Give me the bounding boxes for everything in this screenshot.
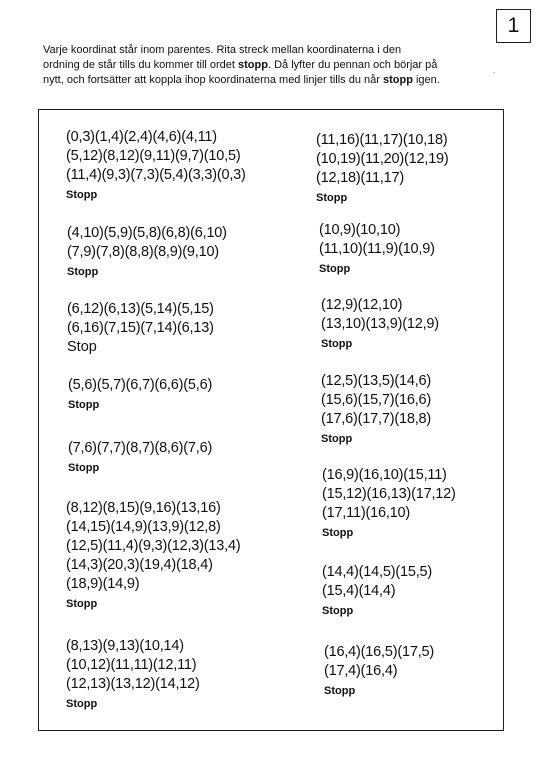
- coordinate-line: (7,9)(7,8)(8,8)(8,9)(9,10): [67, 244, 219, 260]
- instructions: [43, 43, 463, 88]
- left-group-4: [68, 376, 212, 413]
- right-group-1: [316, 131, 449, 206]
- coordinate-line: (6,16)(7,15)(7,14)(6,13): [67, 320, 214, 336]
- instructions-line-3-start: nytt, och fortsätter att koppla ihop koordinaterna med linjer tills du når: [43, 74, 383, 86]
- instructions-stopp-keyword: stopp: [382, 74, 413, 86]
- right-group-4: [321, 372, 431, 447]
- coordinate-line: (18,9)(14,9): [66, 576, 140, 592]
- margin-mark: .: [493, 66, 496, 75]
- coordinate-line: (12,18)(11,17): [316, 170, 405, 186]
- stop-label: Stopp: [316, 192, 348, 204]
- coordinate-line: (14,3)(20,3)(19,4)(18,4): [66, 557, 213, 573]
- coordinate-line: (10,12)(11,11)(12,11): [66, 657, 197, 673]
- right-group-6: [322, 563, 432, 619]
- coordinate-line: (10,9)(10,10): [319, 222, 401, 238]
- instructions-line-2-start: ordning de står tills du kommer till ordet: [43, 59, 239, 71]
- left-group-6: [66, 499, 240, 612]
- coordinate-line: (17,11)(16,10): [322, 505, 411, 521]
- coordinate-line: (16,9)(16,10)(15,11): [322, 467, 447, 483]
- stop-label: Stopp: [321, 433, 353, 445]
- coordinate-line: (15,4)(14,4): [322, 583, 396, 599]
- instructions-line-1: Varje koordinat står inom parentes. Rita streck mellan koordinaterna i den: [43, 44, 402, 56]
- stop-label: Stopp: [319, 263, 351, 275]
- coordinate-line: (11,4)(9,3)(7,3)(5,4)(3,3)(0,3): [66, 167, 246, 183]
- coordinate-line: (15,12)(16,13)(17,12): [322, 486, 456, 502]
- instructions-line-3-end: igen.: [412, 74, 440, 86]
- coordinate-line: (12,9)(12,10): [321, 297, 403, 313]
- right-group-5: [322, 466, 456, 541]
- coordinate-line: (8,12)(8,15)(9,16)(13,16): [66, 500, 221, 516]
- left-group-7: [66, 637, 200, 712]
- coordinate-line: (4,10)(5,9)(5,8)(6,8)(6,10): [67, 225, 227, 241]
- right-group-2: [319, 221, 435, 277]
- coordinate-line: (8,13)(9,13)(10,14): [66, 638, 184, 654]
- stop-label: Stopp: [67, 266, 99, 278]
- left-group-3: [67, 300, 214, 357]
- coordinate-line: (15,6)(15,7)(16,6): [321, 392, 432, 408]
- coordinate-line: (0,3)(1,4)(2,4)(4,6)(4,11): [66, 129, 217, 145]
- coordinate-line: (6,12)(6,13)(5,14)(5,15): [67, 301, 214, 317]
- coordinate-line: (5,6)(5,7)(6,7)(6,6)(5,6): [68, 377, 213, 393]
- coordinate-line: (11,10)(11,9)(10,9): [319, 241, 435, 257]
- instructions-stopp-keyword: stopp: [238, 59, 268, 71]
- stop-label: Stopp: [66, 189, 98, 201]
- coordinate-line: (5,12)(8,12)(9,11)(9,7)(10,5): [66, 148, 241, 164]
- coordinate-line: (13,10)(13,9)(12,9): [321, 316, 439, 332]
- stop-label: Stopp: [68, 399, 100, 411]
- coordinate-line: (12,5)(11,4)(9,3)(12,3)(13,4): [66, 538, 241, 554]
- stop-label: Stopp: [321, 338, 353, 350]
- instructions-line-2-end: . Då lyfter du pennan och börjar på: [267, 59, 438, 71]
- instructions-line-3: [43, 73, 463, 88]
- stop-label: Stopp: [322, 605, 354, 617]
- stop-label: Stopp: [68, 462, 100, 474]
- right-group-7: [324, 643, 434, 699]
- instructions-line-2: [43, 58, 463, 73]
- coordinate-line: (14,15)(14,9)(13,9)(12,8): [66, 519, 221, 535]
- page-number: 1: [496, 9, 531, 43]
- stop-label: Stopp: [66, 598, 98, 610]
- left-group-1: [66, 128, 246, 203]
- coordinate-line: (16,4)(16,5)(17,5): [324, 644, 435, 660]
- left-group-5: [68, 439, 212, 476]
- coordinate-line: (12,13)(13,12)(14,12): [66, 676, 200, 692]
- coordinate-line: (11,16)(11,17)(10,18): [316, 132, 448, 148]
- coordinate-line: (10,19)(11,20)(12,19): [316, 151, 449, 167]
- coordinate-box: [38, 109, 504, 731]
- stop-label: Stopp: [66, 698, 98, 710]
- left-group-2: [67, 224, 227, 280]
- coordinate-line: (7,6)(7,7)(8,7)(8,6)(7,6): [68, 440, 213, 456]
- stop-label: Stop: [67, 339, 97, 355]
- coordinate-line: (14,4)(14,5)(15,5): [322, 564, 433, 580]
- right-group-3: [321, 296, 439, 352]
- coordinate-line: (12,5)(13,5)(14,6): [321, 373, 432, 389]
- stop-label: Stopp: [324, 685, 356, 697]
- stop-label: Stopp: [322, 527, 354, 539]
- coordinate-line: (17,4)(16,4): [324, 663, 398, 679]
- coordinate-line: (17,6)(17,7)(18,8): [321, 411, 432, 427]
